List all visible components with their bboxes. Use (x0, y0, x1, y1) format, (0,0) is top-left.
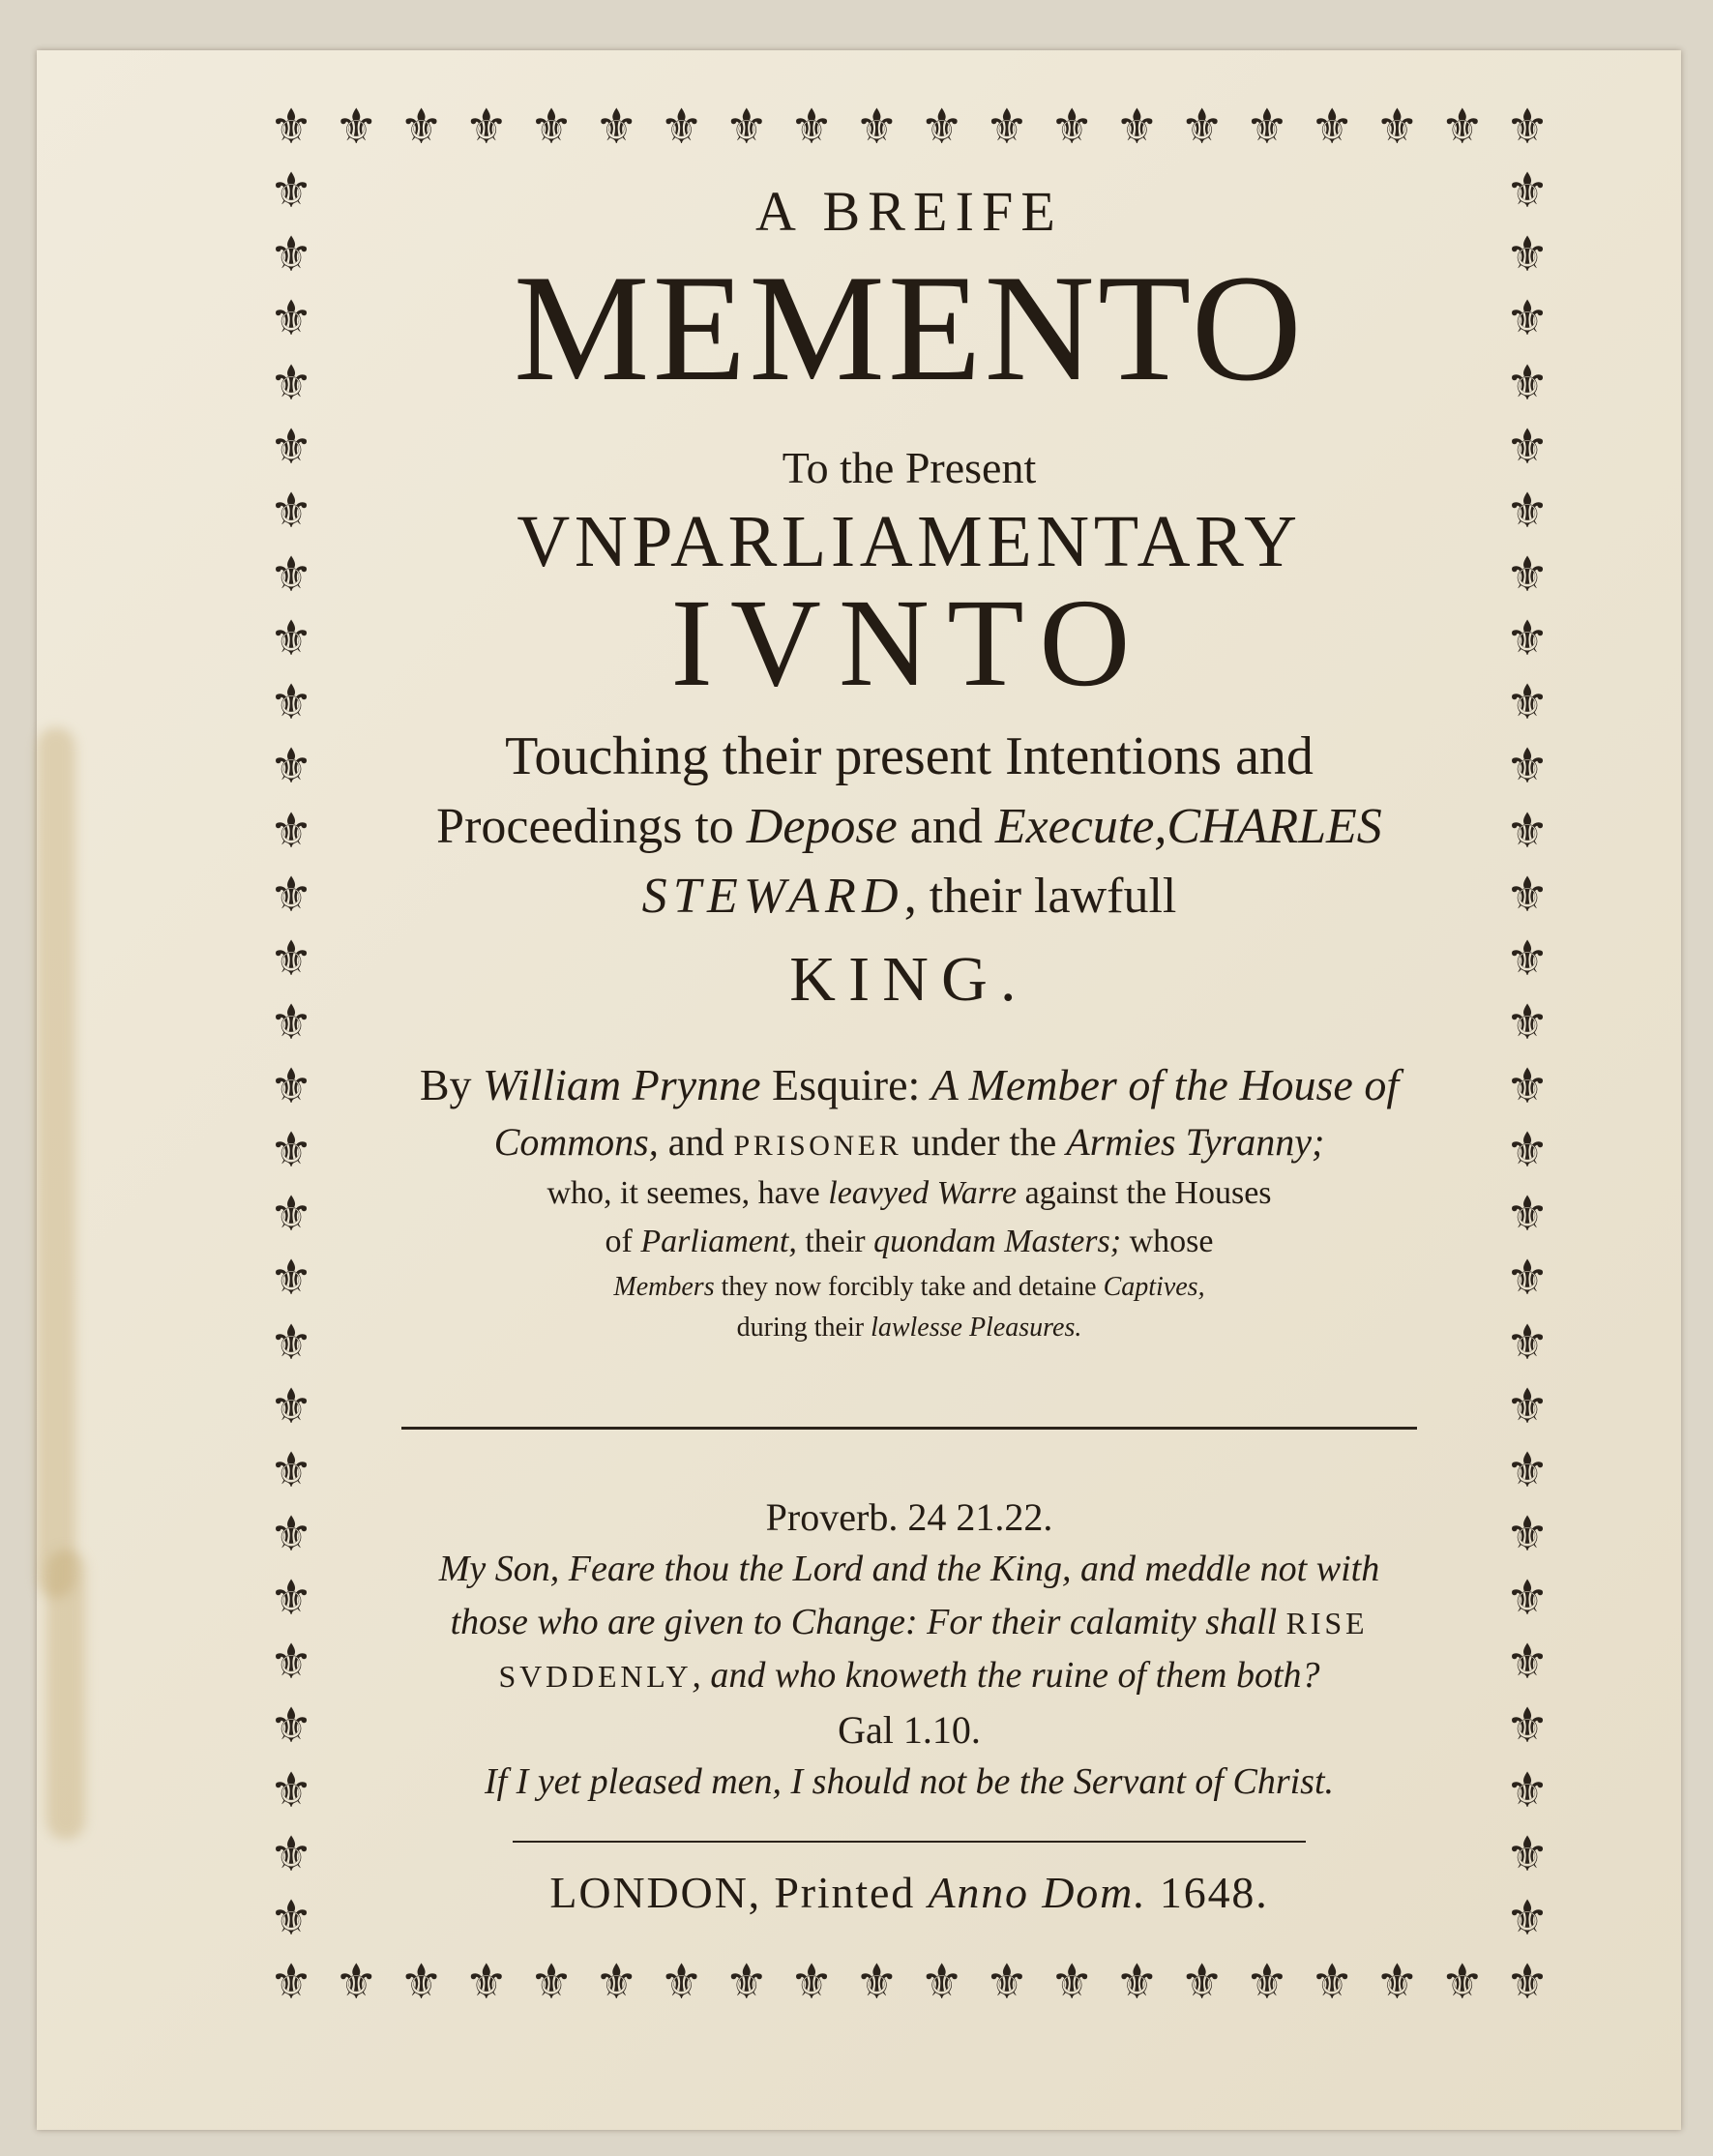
fleur-de-lis-icon: ⚜ (1505, 354, 1550, 411)
fleur-de-lis-icon: ⚜ (269, 802, 313, 859)
fleur-de-lis-icon: ⚜ (920, 1954, 964, 2010)
fleur-de-lis-icon: ⚜ (529, 1954, 574, 2010)
fleur-de-lis-icon: ⚜ (269, 738, 313, 795)
fleur-de-lis-icon: ⚜ (1310, 1954, 1354, 2010)
fleur-de-lis-icon: ⚜ (1505, 1058, 1550, 1115)
fleur-de-lis-icon: ⚜ (269, 162, 313, 220)
title-small: A BREIFE (755, 180, 1063, 243)
fleur-de-lis-icon: ⚜ (269, 1698, 313, 1755)
fleur-de-lis-icon: ⚜ (724, 99, 769, 155)
fleur-de-lis-icon: ⚜ (269, 290, 313, 347)
fleur-de-lis-icon: ⚜ (1440, 1954, 1485, 2010)
fleur-de-lis-icon: ⚜ (269, 1825, 313, 1882)
fleur-de-lis-icon: ⚜ (269, 1314, 313, 1371)
edge-stain (46, 1550, 85, 1840)
proverb-line-3: SVDDENLY, and who knoweth the ruine of them both? (498, 1655, 1320, 1696)
fleur-de-lis-icon: ⚜ (1505, 99, 1550, 155)
fleur-de-lis-icon: ⚜ (1245, 99, 1289, 155)
fleur-de-lis-icon: ⚜ (1049, 99, 1094, 155)
fleur-de-lis-icon: ⚜ (269, 482, 313, 539)
fleur-de-lis-icon: ⚜ (464, 1954, 509, 2010)
fleur-de-lis-icon: ⚜ (269, 1122, 313, 1179)
fleur-de-lis-icon: ⚜ (660, 99, 703, 155)
fleur-de-lis-icon: ⚜ (789, 99, 834, 155)
author-line-6: during their lawlesse Pleasures. (736, 1313, 1082, 1343)
subtitle-line-2: Proceedings to Depose and Execute,CHARLES (436, 799, 1382, 854)
divider-rule (401, 1427, 1417, 1430)
fleur-de-lis-icon: ⚜ (1505, 738, 1550, 795)
fleur-de-lis-icon: ⚜ (1505, 1698, 1550, 1755)
fleur-de-lis-icon: ⚜ (1505, 610, 1550, 667)
gal-reference: Gal 1.10. (838, 1708, 981, 1752)
fleur-de-lis-icon: ⚜ (1505, 1825, 1550, 1882)
fleur-de-lis-icon: ⚜ (854, 99, 899, 155)
fleur-de-lis-icon: ⚜ (1505, 482, 1550, 539)
fleur-de-lis-icon: ⚜ (464, 99, 509, 155)
imprint: LONDON, Printed Anno Dom. 1648. (549, 1868, 1269, 1917)
fleur-de-lis-icon: ⚜ (269, 993, 313, 1050)
edge-stain (37, 727, 75, 1598)
subtitle-line-1: Touching their present Intentions and (505, 726, 1314, 786)
fleur-de-lis-icon: ⚜ (1505, 1314, 1550, 1371)
fleur-de-lis-icon: ⚜ (854, 1954, 899, 2010)
short-rule (513, 1841, 1306, 1843)
fleur-de-lis-icon: ⚜ (1180, 1954, 1225, 2010)
fleur-de-lis-icon: ⚜ (660, 1954, 703, 2010)
fleur-de-lis-icon: ⚜ (724, 1954, 769, 2010)
fleur-de-lis-icon: ⚜ (269, 930, 313, 987)
author-line-3: who, it seemes, have leavyed Warre against the Houses (546, 1175, 1272, 1211)
fleur-de-lis-icon: ⚜ (1375, 99, 1419, 155)
fleur-de-lis-icon: ⚜ (1505, 162, 1550, 220)
fleur-de-lis-icon: ⚜ (269, 1761, 313, 1818)
fleur-de-lis-icon: ⚜ (1505, 1506, 1550, 1563)
fleur-de-lis-icon: ⚜ (269, 674, 313, 731)
fleur-de-lis-icon: ⚜ (1505, 1122, 1550, 1179)
fleur-de-lis-icon: ⚜ (269, 1058, 313, 1115)
fleur-de-lis-icon: ⚜ (1180, 99, 1225, 155)
fleur-de-lis-icon: ⚜ (1505, 546, 1550, 603)
author-line-2: Commons, and PRISONER under the Armies Tyranny; (493, 1120, 1325, 1164)
proverb-reference: Proverb. 24 21.22. (765, 1495, 1053, 1539)
subtitle-line-3: STEWARD, their lawfull (641, 869, 1177, 924)
fleur-de-lis-icon: ⚜ (985, 99, 1029, 155)
fleur-de-lis-icon: ⚜ (269, 1570, 313, 1627)
fleur-de-lis-icon: ⚜ (1505, 290, 1550, 347)
fleur-de-lis-icon: ⚜ (269, 1186, 313, 1243)
fleur-de-lis-icon: ⚜ (1114, 99, 1159, 155)
fleur-de-lis-icon: ⚜ (269, 546, 313, 603)
title-main: MEMENTO (514, 244, 1305, 413)
fleur-de-lis-icon: ⚜ (1505, 1954, 1550, 2010)
fleur-de-lis-icon: ⚜ (269, 610, 313, 667)
fleur-de-lis-icon: ⚜ (269, 866, 313, 923)
fleur-de-lis-icon: ⚜ (594, 99, 638, 155)
fleur-de-lis-icon: ⚜ (985, 1954, 1029, 2010)
fleur-de-lis-icon: ⚜ (1114, 1954, 1159, 2010)
fleur-de-lis-icon: ⚜ (1505, 1889, 1550, 1946)
proverb-line-1: My Son, Feare thou the Lord and the King, and meddle not with (438, 1549, 1380, 1589)
fleur-de-lis-icon: ⚜ (920, 99, 964, 155)
fleur-de-lis-icon: ⚜ (334, 99, 378, 155)
fleur-de-lis-icon: ⚜ (269, 99, 313, 155)
to-line: To the Present (782, 443, 1037, 492)
fleur-de-lis-icon: ⚜ (1245, 1954, 1289, 2010)
king: KING. (789, 944, 1029, 1015)
proverb-line-2: those who are given to Change: For their calamity shall RISE (450, 1602, 1369, 1642)
fleur-de-lis-icon: ⚜ (1375, 1954, 1419, 2010)
fleur-de-lis-icon: ⚜ (1505, 1250, 1550, 1307)
fleur-de-lis-icon: ⚜ (594, 1954, 638, 2010)
fleur-de-lis-icon: ⚜ (1049, 1954, 1094, 2010)
fleur-de-lis-icon: ⚜ (1505, 226, 1550, 283)
fleur-de-lis-icon: ⚜ (1505, 1441, 1550, 1498)
fleur-de-lis-icon: ⚜ (1505, 866, 1550, 923)
fleur-de-lis-icon: ⚜ (1505, 1634, 1550, 1691)
title-page-text (358, 179, 1461, 1917)
fleur-de-lis-icon: ⚜ (1505, 674, 1550, 731)
gal-text: If I yet pleased men, I should not be the Servant of Christ. (484, 1761, 1335, 1802)
fleur-de-lis-icon: ⚜ (1505, 930, 1550, 987)
fleur-de-lis-icon: ⚜ (269, 354, 313, 411)
fleur-de-lis-icon: ⚜ (269, 1506, 313, 1563)
fleur-de-lis-icon: ⚜ (269, 1634, 313, 1691)
fleur-de-lis-icon: ⚜ (399, 1954, 443, 2010)
author-line-1: By William Prynne Esquire: A Member of the House of (419, 1060, 1400, 1109)
fleur-de-lis-icon: ⚜ (269, 1250, 313, 1307)
fleur-de-lis-icon: ⚜ (1505, 1377, 1550, 1434)
fleur-de-lis-icon: ⚜ (1505, 802, 1550, 859)
author-line-4: of Parliament, their quondam Masters; whose (605, 1224, 1214, 1259)
fleur-de-lis-icon: ⚜ (399, 99, 443, 155)
fleur-de-lis-icon: ⚜ (269, 226, 313, 283)
fleur-de-lis-icon: ⚜ (334, 1954, 378, 2010)
fleur-de-lis-icon: ⚜ (529, 99, 574, 155)
fleur-de-lis-icon: ⚜ (269, 1377, 313, 1434)
fleur-de-lis-icon: ⚜ (1505, 1570, 1550, 1627)
fleur-de-lis-icon: ⚜ (269, 1441, 313, 1498)
fleur-de-lis-icon: ⚜ (269, 418, 313, 475)
unparliamentary: VNPARLIAMENTARY (517, 501, 1302, 582)
author-line-5: Members they now forcibly take and detaine Captives, (613, 1272, 1205, 1302)
iunto: IVNTO (670, 574, 1148, 713)
fleur-de-lis-icon: ⚜ (1505, 993, 1550, 1050)
fleur-de-lis-icon: ⚜ (1505, 418, 1550, 475)
fleur-de-lis-icon: ⚜ (1440, 99, 1485, 155)
fleur-de-lis-icon: ⚜ (1310, 99, 1354, 155)
fleur-de-lis-icon: ⚜ (1505, 1761, 1550, 1818)
fleur-de-lis-icon: ⚜ (269, 1954, 313, 2010)
fleur-de-lis-icon: ⚜ (269, 1889, 313, 1946)
fleur-de-lis-icon: ⚜ (1505, 1186, 1550, 1243)
fleur-de-lis-icon: ⚜ (789, 1954, 834, 2010)
